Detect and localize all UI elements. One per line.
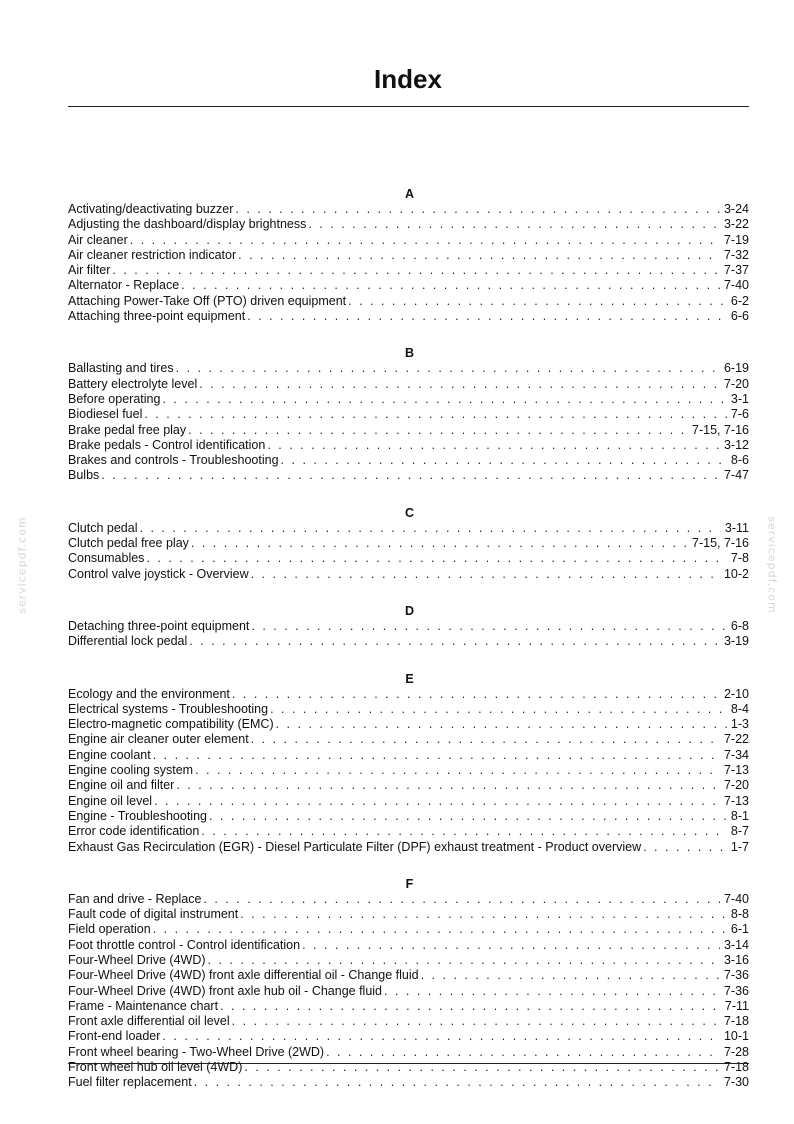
entry-label: Attaching three-point equipment (68, 309, 246, 324)
entry-page: 8-7 (730, 824, 749, 839)
entry-label: Before operating (68, 391, 161, 406)
entry-label: Engine - Troubleshooting (68, 808, 207, 823)
dot-leader (249, 619, 727, 634)
entry-page: 7-40 (723, 278, 749, 293)
entry-label: Engine air cleaner outer element (68, 732, 249, 747)
dot-leader (142, 407, 727, 422)
index-entry[interactable] (68, 551, 749, 566)
dot-leader (179, 278, 720, 293)
section-letter: F (405, 876, 414, 891)
entry-page: 6-1 (730, 922, 749, 937)
index-entry[interactable] (68, 938, 749, 953)
index-entry[interactable] (68, 892, 749, 907)
entry-label: Engine oil and filter (68, 778, 175, 793)
entry-label: Ecology and the environment (68, 686, 230, 701)
entry-label: Front wheel bearing - Two-Wheel Drive (2WD) (68, 1044, 325, 1059)
entry-page: 3-22 (723, 217, 749, 232)
entry-page: 7-20 (723, 376, 749, 391)
entry-page: 8-6 (730, 453, 749, 468)
dot-leader (186, 423, 688, 438)
entry-label: Electro-magnetic compatibility (EMC) (68, 717, 274, 732)
entry-label: Biodiesel fuel (68, 407, 143, 422)
entry-page: 3-16 (723, 952, 749, 967)
index-entry[interactable] (68, 619, 749, 634)
dot-leader (306, 217, 720, 232)
index-entry[interactable] (68, 1014, 749, 1029)
dot-leader (193, 763, 720, 778)
dot-leader (233, 202, 720, 217)
index-section-f (68, 876, 749, 1091)
index-entry[interactable] (68, 438, 749, 453)
entry-label: Differential lock pedal (68, 634, 188, 649)
entry-page: 7-47 (723, 468, 749, 483)
dot-leader (138, 521, 721, 536)
entry-label: Bulbs (68, 468, 100, 483)
footer-rule (68, 1063, 749, 1064)
entry-label: Activating/deactivating buzzer (68, 202, 234, 216)
entry-label: Engine coolant (68, 747, 151, 762)
dot-leader (249, 567, 720, 582)
entry-label: Engine cooling system (68, 763, 194, 778)
entry-label: Battery electrolyte level (68, 376, 198, 391)
entry-page: 8-4 (730, 701, 749, 716)
entry-page: 7-13 (723, 793, 749, 808)
index-entry[interactable] (68, 567, 749, 582)
entry-page: 7-18 (723, 1060, 749, 1075)
entry-label: Electrical systems - Troubleshooting (68, 701, 269, 716)
index-section-e (68, 671, 749, 855)
dot-leader (110, 263, 720, 278)
index-body (68, 186, 749, 1091)
dot-leader (199, 824, 727, 839)
entry-page: 8-1 (730, 808, 749, 823)
entry-page: 1-7 (730, 839, 749, 854)
index-entry[interactable] (68, 732, 749, 747)
dot-leader (192, 1075, 720, 1090)
entry-label: Clutch pedal free play (68, 536, 189, 551)
dot-leader (197, 377, 720, 392)
entry-page: 7-15, 7-16 (692, 536, 749, 551)
entry-label: Brake pedal free play (68, 422, 187, 437)
dot-leader (268, 702, 727, 717)
entry-page: 2-10 (723, 686, 749, 701)
index-section-b (68, 345, 749, 483)
entry-label: Clutch pedal (68, 520, 138, 535)
dot-leader (160, 392, 726, 407)
index-entry[interactable] (68, 717, 749, 732)
section-letter: D (404, 603, 415, 618)
dot-leader (641, 840, 727, 855)
index-entry[interactable] (68, 1029, 749, 1044)
index-entry[interactable] (68, 748, 749, 763)
entry-label: Exhaust Gas Recirculation (EGR) - Diesel Particulate Filter (DPF) exhaust treatment - Product overview (68, 839, 642, 854)
entry-page: 3-14 (723, 937, 749, 952)
entry-page: 6-6 (730, 309, 749, 324)
page-title: Index (374, 64, 442, 94)
entry-page: 7-34 (723, 747, 749, 762)
dot-leader (99, 468, 720, 483)
entry-label: Consumables (68, 551, 145, 566)
index-entry[interactable] (68, 263, 749, 278)
index-entry[interactable] (68, 521, 749, 536)
entry-page: 7-15, 7-16 (692, 422, 749, 437)
entry-label: Fault code of digital instrument (68, 907, 239, 922)
dot-leader (274, 717, 727, 732)
dot-leader (206, 953, 720, 968)
entry-label: Four-Wheel Drive (4WD) front axle hub oil - Change fluid (68, 983, 383, 998)
section-letter: E (405, 671, 414, 686)
entry-label: Adjusting the dashboard/display brightness (68, 217, 307, 232)
dot-leader (207, 809, 727, 824)
dot-leader (346, 294, 727, 309)
entry-page: 7-6 (730, 407, 749, 422)
dot-leader (419, 968, 720, 983)
section-letter: A (404, 187, 415, 201)
entry-label: Front axle differential oil level (68, 1014, 230, 1029)
index-entry[interactable] (68, 536, 749, 551)
index-entry[interactable] (68, 687, 749, 702)
entry-label: Error code identification (68, 824, 200, 839)
dot-leader (151, 922, 727, 937)
dot-leader (201, 892, 720, 907)
entry-label: Air cleaner (68, 232, 128, 247)
dot-leader (324, 1045, 720, 1060)
dot-leader (218, 999, 721, 1014)
dot-leader (152, 794, 720, 809)
entry-label: Brakes and controls - Troubleshooting (68, 453, 279, 468)
header-rule (68, 106, 749, 107)
entry-page: 7-36 (723, 968, 749, 983)
dot-leader (265, 438, 720, 453)
entry-page: 7-11 (724, 998, 749, 1013)
dot-leader (144, 551, 726, 566)
index-entry[interactable] (68, 361, 749, 376)
entry-label: Front-end loader (68, 1029, 161, 1044)
entry-page: 3-11 (724, 520, 749, 535)
entry-page: 10-1 (723, 1029, 749, 1044)
entry-label: Field operation (68, 922, 151, 937)
index-section-d (68, 603, 749, 650)
entry-label: Fan and drive - Replace (68, 891, 202, 906)
entry-label: Control valve joystick - Overview (68, 566, 249, 581)
index-entry[interactable] (68, 984, 749, 999)
entry-label: Attaching Power-Take Off (PTO) driven equipment (68, 293, 347, 308)
index-section-a (68, 186, 749, 324)
index-entry[interactable] (68, 233, 749, 248)
index-section-c (68, 505, 749, 582)
dot-leader (238, 907, 727, 922)
index-entry[interactable] (68, 794, 749, 809)
dot-leader (189, 536, 688, 551)
entry-page: 7-13 (723, 763, 749, 778)
dot-leader (174, 361, 720, 376)
section-letter: B (404, 346, 415, 361)
index-entry[interactable] (68, 1075, 749, 1090)
dot-leader (245, 309, 727, 324)
index-entry[interactable] (68, 309, 749, 324)
dot-leader (236, 248, 720, 263)
index-entry[interactable] (68, 392, 749, 407)
entry-page: 6-19 (723, 361, 749, 376)
index-entry[interactable] (68, 778, 749, 793)
index-entry[interactable] (68, 468, 749, 483)
entry-page: 3-19 (723, 634, 749, 649)
entry-label: Alternator - Replace (68, 278, 180, 293)
index-entry[interactable] (68, 377, 749, 392)
watermark-right: servicepdf.com (765, 516, 779, 614)
entry-page: 3-12 (723, 437, 749, 452)
entry-page: 7-8 (730, 551, 749, 566)
dot-leader (230, 687, 720, 702)
dot-leader (187, 634, 720, 649)
entry-label: Air filter (68, 263, 111, 278)
index-entry[interactable] (68, 953, 749, 968)
index-entry[interactable] (68, 217, 749, 232)
index-entry[interactable] (68, 968, 749, 983)
index-entry[interactable] (68, 809, 749, 824)
entry-label: Four-Wheel Drive (4WD) (68, 952, 206, 967)
entry-page: 10-2 (723, 566, 749, 581)
index-entry[interactable] (68, 423, 749, 438)
entry-label: Foot throttle control - Control identification (68, 937, 301, 952)
entry-label: Ballasting and tires (68, 361, 174, 376)
entry-label: Fuel filter replacement (68, 1075, 192, 1090)
dot-leader (174, 778, 720, 793)
entry-page: 1-3 (730, 717, 749, 732)
entry-label: Front wheel hub oil level (4WD) (68, 1060, 243, 1075)
entry-label: Frame - Maintenance chart (68, 998, 219, 1013)
section-letter: C (404, 505, 415, 520)
entry-page: 7-32 (723, 247, 749, 262)
index-entry[interactable] (68, 202, 749, 217)
index-entry[interactable] (68, 907, 749, 922)
index-entry[interactable] (68, 634, 749, 649)
entry-page: 7-36 (723, 983, 749, 998)
index-entry[interactable] (68, 1045, 749, 1060)
dot-leader (160, 1029, 720, 1044)
entry-page: 7-28 (723, 1044, 749, 1059)
entry-label: Detaching three-point equipment (68, 618, 250, 633)
entry-page: 7-18 (723, 1014, 749, 1029)
entry-label: Engine oil level (68, 793, 153, 808)
entry-page: 7-19 (723, 232, 749, 247)
index-entry[interactable] (68, 999, 749, 1014)
entry-page: 3-1 (730, 391, 749, 406)
index-entry[interactable] (68, 824, 749, 839)
index-entry[interactable] (68, 763, 749, 778)
index-entry[interactable] (68, 294, 749, 309)
entry-page: 8-8 (730, 907, 749, 922)
entry-page: 7-40 (723, 891, 749, 906)
index-entry[interactable] (68, 840, 749, 855)
entry-page: 6-8 (730, 618, 749, 633)
index-entry[interactable] (68, 248, 749, 263)
dot-leader (279, 453, 727, 468)
index-entry[interactable] (68, 702, 749, 717)
watermark-left: servicepdf.com (15, 516, 29, 614)
dot-leader (230, 1014, 720, 1029)
dot-leader (249, 732, 720, 747)
entry-page: 3-24 (723, 202, 749, 216)
entry-label: Four-Wheel Drive (4WD) front axle differential oil - Change fluid (68, 968, 419, 983)
entry-page: 7-20 (723, 778, 749, 793)
entry-page: 7-37 (723, 263, 749, 278)
dot-leader (300, 938, 720, 953)
index-entry[interactable] (68, 407, 749, 422)
entry-page: 7-22 (723, 732, 749, 747)
entry-page: 7-30 (723, 1075, 749, 1090)
index-entry[interactable] (68, 922, 749, 937)
entry-label: Brake pedals - Control identification (68, 437, 266, 452)
entry-label: Air cleaner restriction indicator (68, 247, 237, 262)
dot-leader (382, 984, 720, 999)
index-entry[interactable] (68, 453, 749, 468)
dot-leader (128, 233, 720, 248)
index-entry[interactable] (68, 278, 749, 293)
dot-leader (151, 748, 720, 763)
entry-page: 6-2 (730, 293, 749, 308)
